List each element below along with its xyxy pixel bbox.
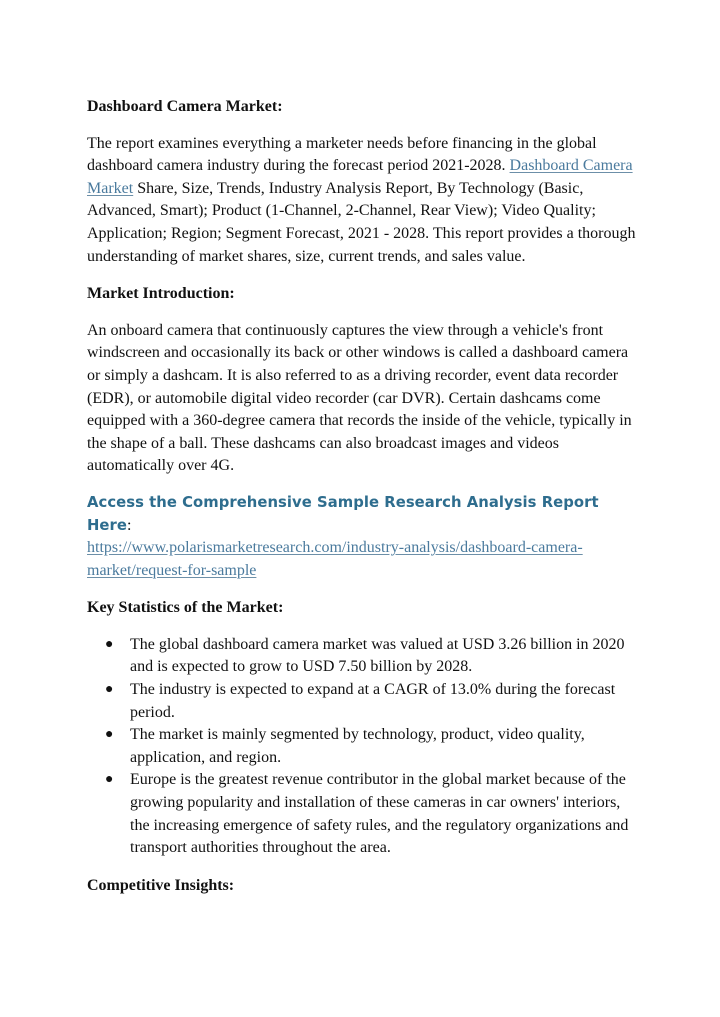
report-intro-text-start: The report examines everything a marketer needs before financing in the global dashboard camera industry during the forecast period 2021-2028. — [87, 134, 597, 175]
list-item — [87, 724, 637, 769]
document-page — [87, 96, 637, 897]
bullet-icon: ● — [105, 682, 114, 698]
statistic-text: The global dashboard camera market was valued at USD 3.26 billion in 2020 and is expected to grow to USD 7.50 billion by 2028. — [130, 635, 625, 676]
competitive-insights-heading: Competitive Insights: — [87, 876, 235, 894]
key-statistics-heading: Key Statistics of the Market: — [87, 599, 284, 617]
sample-report-access — [87, 492, 637, 582]
statistic-text: The industry is expected to expand at a CAGR of 13.0% during the forecast period. — [130, 681, 616, 721]
market-introduction-paragraph: An onboard camera that continuously captures the view through a vehicle's front windscreen and occasionally its back or other windows is called a dashboard camera or simply a dashcam. It is also referred to as a driving recorder, event data recorder (EDR), or automobile digital video recorder (car DVR). Certain dashcams come equipped with a 360-degree camera that records the inside of the vehicle, typically in the shape of a ball. These dashcams can also broadcast images and videos automatically over 4G. — [87, 321, 632, 475]
report-intro-paragraph — [87, 133, 637, 269]
statistic-text: Europe is the greatest revenue contributor in the global market because of the growing popularity and installation of these cameras in car owners' interiors, the increasing emergence of safety rules, and the regulatory organizations and transport authorities throughout the area. — [130, 771, 629, 857]
sample-request-link[interactable]: https://www.polarismarketresearch.com/industry-analysis/dashboard-camera-market/request-for-sample — [87, 539, 583, 579]
list-item — [87, 634, 637, 679]
access-sample-label: Access the Comprehensive Sample Research Analysis Report Here — [87, 493, 599, 534]
key-statistics-list — [87, 634, 637, 860]
market-introduction-heading: Market Introduction: — [87, 285, 235, 303]
bullet-icon: ● — [105, 772, 114, 788]
list-item — [87, 769, 637, 859]
bullet-icon: ● — [105, 636, 114, 652]
report-intro-text-end: Share, Size, Trends, Industry Analysis Report, By Technology (Basic, Advanced, Smart); Product (1-Channel, 2-Channel, Rear View); Video Quality; Application; Region; Segment Forecast, 2021 - 2028. This report provides a thorough understanding of market shares, size, current trends, and sales value. — [87, 179, 636, 265]
market-heading: Dashboard Camera Market: — [87, 98, 283, 115]
statistic-text: The market is mainly segmented by technology, product, video quality, application, and region. — [130, 726, 585, 766]
list-item — [87, 679, 637, 724]
bullet-icon: ● — [105, 727, 114, 743]
dashboard-camera-market-link[interactable]: Dashboard Camera Market — [87, 157, 633, 197]
access-sample-colon: : — [126, 516, 132, 534]
